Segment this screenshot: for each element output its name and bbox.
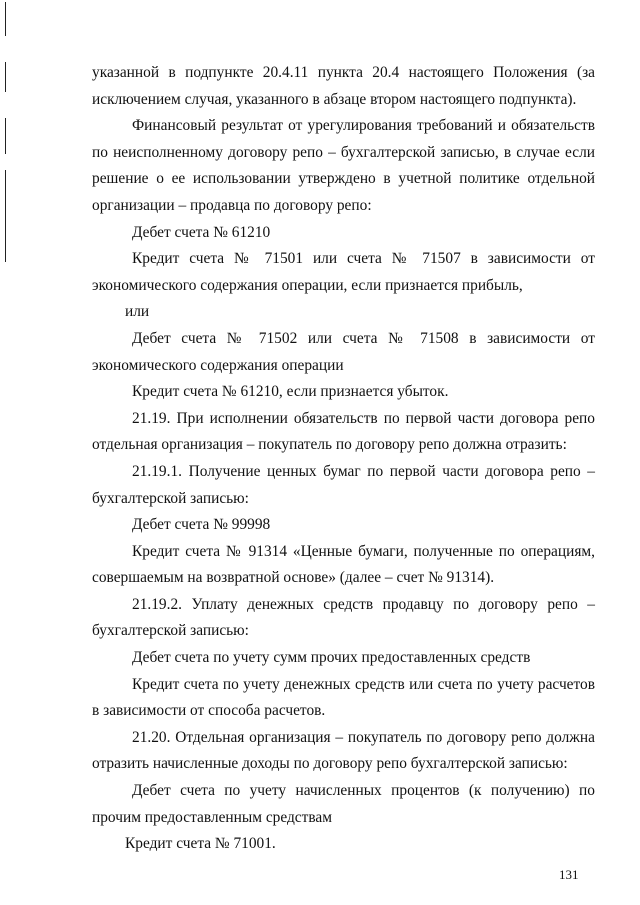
paragraph: 21.19. При исполнении обязательств по первой части договора репо отдельная организация – покупатель по договору репо должна отразить: [92,409,595,454]
paragraph: Дебет счета № 71502 или счета № 71508 в зависимости от экономического содержания операции [92,329,595,374]
paragraph: Кредит счета № 71001. [125,835,276,853]
paragraph: Дебет счета № 61210 [132,223,271,241]
scan-margin-line [5,118,6,154]
paragraph: Кредит счета № 71501 или счета № 71507 в зависимости от экономического содержания операции, если признается прибыль, [92,250,595,294]
paragraph: Кредит счета по учету денежных средств или счета по учету расчетов в зависимости от способа расчетов. [92,675,595,720]
paragraph: или [125,303,150,321]
scan-margin-line [5,170,6,262]
paragraph: 21.20. Отдельная организация – покупатель по договору репо должна отразить начисленные доходы по договору репо бухгалтерской записью: [92,728,595,773]
document-body [92,60,595,858]
scan-margin-line [5,62,6,92]
paragraph: Дебет счета по учету сумм прочих предоставленных средств [132,649,531,667]
paragraph: Дебет счета № 99998 [132,516,271,534]
paragraph: указанной в подпункте 20.4.11 пункта 20.4 настоящего Положения (за исключением случая, указанного в абзаце втором настоящего подпункта). [92,64,595,108]
paragraph: Кредит счета № 61210, если признается убыток. [132,383,449,401]
paragraph: Дебет счета по учету начисленных процентов (к получению) по прочим предоставленным средствам [92,782,595,826]
paragraph: Кредит счета № 91314 «Ценные бумаги, полученные по операциям, совершаемым на возвратной основе» (далее – счет № 91314). [92,542,595,587]
page-number: 131 [559,867,579,882]
paragraph: Финансовый результат от урегулирования требований и обязательств по неисполненному договору репо – бухгалтерской записью, в случае если решение о ее использовании утверждено в учетной политике отдельной организации – продавца по договору репо: [92,117,595,214]
paragraph: 21.19.1. Получение ценных бумаг по первой части договора репо – бухгалтерской записью: [92,462,595,507]
scan-margin-line [5,2,6,36]
paragraph: 21.19.2. Уплату денежных средств продавцу по договору репо – бухгалтерской записью: [92,595,595,640]
